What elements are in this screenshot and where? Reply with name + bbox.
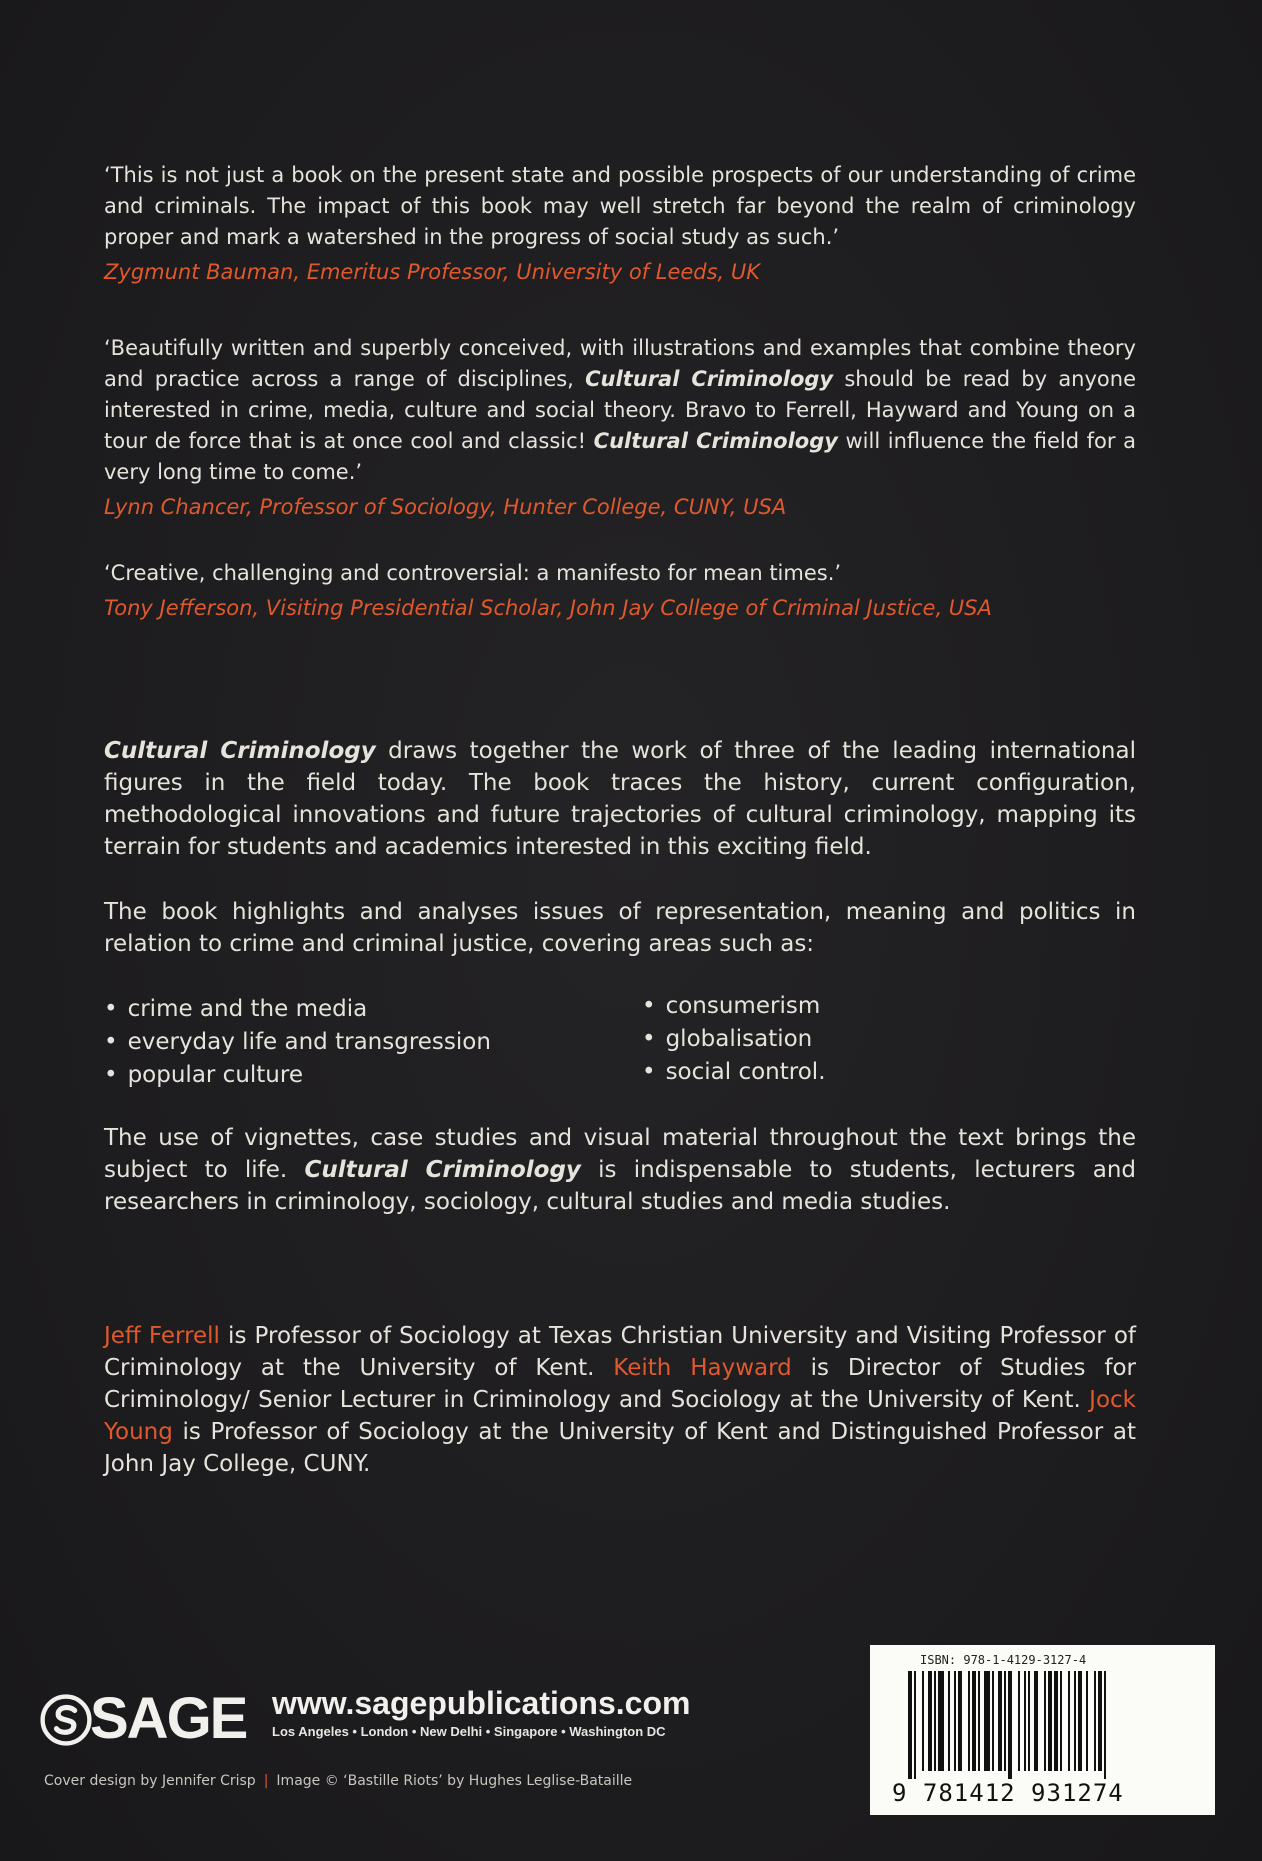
publisher-url: www.sagepublications.com — [272, 1685, 691, 1721]
quote-2-book-title: Cultural Criminology — [585, 367, 834, 391]
topics-left-column — [104, 993, 491, 1092]
barcode-bars-icon — [908, 1671, 1203, 1779]
description-p1-text: draws together the work of three of the leading international figures in the field today. The book traces the history, current configuration, methodological innovations and future trajectories of cultural criminology, mapping its terrain for students and academics interested in this exciting field. — [104, 738, 1136, 860]
author-bios — [104, 1320, 1136, 1480]
quote-2-attribution: Lynn Chancer, Professor of Sociology, Hunter College, CUNY, USA — [104, 495, 787, 519]
isbn-barcode — [870, 1645, 1215, 1815]
quote-1 — [104, 160, 1136, 288]
list-item: • everyday life and transgression — [104, 1026, 491, 1059]
author-name-ferrell: Jeff Ferrell — [104, 1323, 220, 1349]
description-book-title: Cultural Criminology — [104, 738, 376, 764]
quote-3-text: ‘Creative, challenging and controversial: a manifesto for mean times.’ — [104, 561, 842, 585]
list-item: • consumerism — [642, 990, 826, 1023]
list-item: • crime and the media — [104, 993, 491, 1026]
list-item: • popular culture — [104, 1059, 491, 1092]
author-bio-hayward: is Director of Studies for Criminology/ Senior Lecturer in Criminology and Sociology at the University of Kent. — [104, 1355, 1136, 1413]
description-p2-text: The book highlights and analyses issues of representation, meaning and politics in relation to crime and criminal justice, covering areas such as: — [104, 899, 1136, 957]
author-name-hayward: Keith Hayward — [613, 1355, 792, 1381]
sage-logo-icon — [40, 1694, 92, 1746]
isbn-number: ISBN: 978-1-4129-3127-4 — [920, 1653, 1087, 1667]
quote-2-part-3: will influence the field for a very long time to come.’ — [104, 429, 1136, 484]
topics-right-column — [642, 990, 826, 1089]
list-item: • globalisation — [642, 1023, 826, 1056]
description-paragraph-1 — [104, 735, 1136, 863]
cover-credits — [44, 1773, 632, 1789]
quote-2-text — [104, 333, 1136, 488]
author-bio-young: is Professor of Sociology at the University of Kent and Distinguished Professor at John Jay College, CUNY. — [104, 1419, 1136, 1477]
quote-2 — [104, 333, 1136, 523]
credit-separator: | — [263, 1773, 269, 1789]
quote-3 — [104, 558, 1136, 624]
description-paragraph-2 — [104, 896, 1136, 960]
quote-2-part-1: ‘Beautifully written and superbly conceived, with illustrations and examples that combine theory and practice across a range of disciplines, — [104, 336, 1136, 391]
author-bio-ferrell: is Professor of Sociology at Texas Christian University and Visiting Professor of Criminology at the University of Kent. — [104, 1323, 1136, 1381]
author-name-young: Jock Young — [104, 1387, 1136, 1445]
description-p3-book-title: Cultural Criminology — [304, 1157, 581, 1183]
publisher-cities: Los Angeles • London • New Delhi • Singapore • Washington DC — [272, 1724, 666, 1739]
description-p3-rest: is indispensable to students, lecturers and researchers in criminology, sociology, cultural studies and media studies. — [104, 1157, 1137, 1215]
cover-design-credit: Cover design by Jennifer Crisp — [44, 1773, 256, 1789]
image-credit: Image © ‘Bastille Riots’ by Hughes Leglise-Bataille — [276, 1773, 633, 1789]
quote-3-attribution: Tony Jefferson, Visiting Presidential Scholar, John Jay College of Criminal Justice, USA — [104, 596, 992, 620]
list-item: • social control. — [642, 1056, 826, 1089]
quote-1-attribution: Zygmunt Bauman, Emeritus Professor, University of Leeds, UK — [104, 260, 761, 284]
quote-2-part-2: should be read by anyone interested in crime, media, culture and social theory. Bravo to Ferrell, Hayward and Young on a tour de force that is at once cool and classic! — [104, 367, 1137, 453]
sage-logo-text: SAGE — [90, 1686, 247, 1751]
description-paragraph-3 — [104, 1122, 1136, 1218]
quote-1-text: ‘This is not just a book on the present state and possible prospects of our understanding of crime and criminals. The impact of this book may well stretch far beyond the realm of criminology proper and mark a watershed in the progress of social study as such.’ — [104, 163, 1136, 249]
quote-2-book-title-2: Cultural Criminology — [593, 429, 838, 453]
description-p3-start: The use of vignettes, case studies and visual material throughout the text brings the subject to life. — [104, 1125, 1136, 1183]
ean-digits: 9 781412 931274 — [892, 1779, 1124, 1807]
